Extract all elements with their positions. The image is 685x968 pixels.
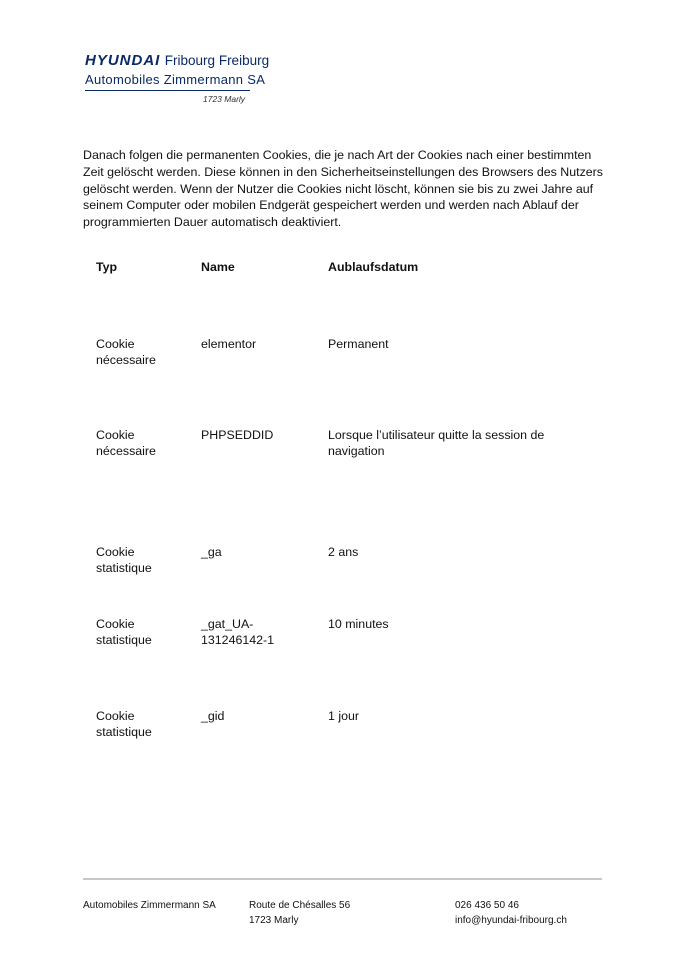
- row3-expiry: 2 ans: [328, 545, 359, 559]
- row4-name: _gat_UA-131246142-1: [201, 617, 275, 647]
- logo-rule: [85, 90, 250, 91]
- logo-brand-line: [85, 52, 285, 70]
- logo-brand-suffix: Fribourg Freiburg: [164, 53, 270, 68]
- footer-street: Route de Chésalles 56: [249, 900, 351, 911]
- footer-address: [249, 899, 350, 928]
- row5-name: _gid: [201, 709, 225, 723]
- footer-city: 1723 Marly: [249, 914, 299, 926]
- row1-expiry: Permanent: [328, 337, 389, 351]
- footer-company: Automobiles Zimmermann SA: [83, 900, 216, 911]
- footer-contact: [455, 899, 567, 928]
- header-typ: Typ: [96, 260, 118, 274]
- logo-location: 1723 Marly: [203, 94, 246, 104]
- intro-paragraph: Danach folgen die permanenten Cookies, die je nach Art der Cookies nach einer bestimmten Zeit gelöscht werden. Diese können in den Sicherheitseinstellungen des Browsers des Nutzers gelöscht werden. Wenn der Nutzer die Cookies nicht löscht, können sie bis zu zwei Jahre auf seinem Computer oder mobilen Endgerät gespeichert werden und werden nach Ablauf der programmierten Dauer automatisch deaktiviert.: [83, 148, 604, 230]
- row2-expiry: Lorsque l’utilisateur quitte la session de navigation: [328, 428, 545, 458]
- header-expiry: Aublaufsdatum: [328, 260, 419, 274]
- logo-brand: HYUNDAI: [85, 52, 161, 69]
- company-logo: [85, 52, 285, 104]
- header-name: Name: [201, 260, 235, 274]
- row3-type: Cookie statistique: [96, 545, 152, 575]
- logo-company: Automobiles Zimmermann SA: [85, 72, 266, 87]
- row1-name: elementor: [201, 337, 257, 351]
- row2-type: Cookie nécessaire: [96, 428, 156, 458]
- footer-phone: 026 436 50 46: [455, 900, 519, 911]
- row1-type: Cookie nécessaire: [96, 337, 156, 367]
- row2-name: PHPSEDDID: [201, 428, 274, 442]
- footer-divider: [83, 878, 602, 880]
- row5-expiry: 1 jour: [328, 709, 359, 723]
- row4-type: Cookie statistique: [96, 617, 152, 647]
- row3-name: _ga: [201, 545, 222, 559]
- row4-expiry: 10 minutes: [328, 617, 389, 631]
- footer-email[interactable]: info@hyundai-fribourg.ch: [455, 914, 567, 926]
- row5-type: Cookie statistique: [96, 709, 152, 739]
